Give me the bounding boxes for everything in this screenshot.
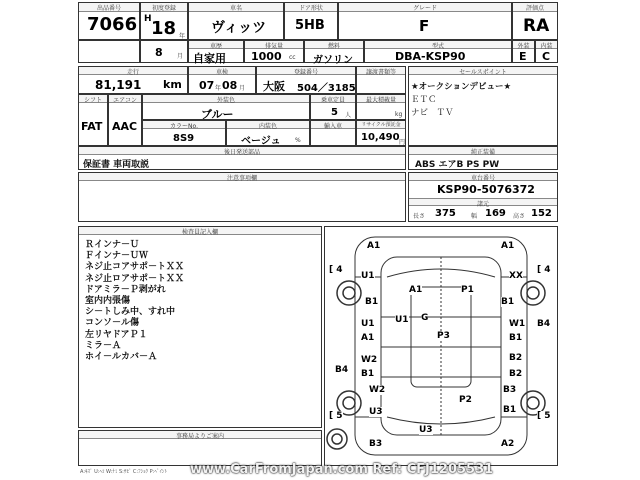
inspect-label: 車検 bbox=[189, 67, 255, 75]
reg-cell bbox=[140, 2, 188, 40]
plate-area: 大阪 bbox=[263, 80, 285, 93]
percent-unit: % bbox=[295, 137, 301, 144]
disp-cell bbox=[244, 40, 304, 63]
recycle-fee: 10,490 bbox=[361, 132, 400, 143]
inspector-cell bbox=[78, 226, 322, 428]
capacity: 5 bbox=[331, 107, 338, 118]
damage-mark: P2 bbox=[459, 395, 472, 405]
inspector-note: コンソ－ル傷 bbox=[85, 318, 140, 329]
disp-unit: cc bbox=[289, 54, 296, 61]
damage-mark: P3 bbox=[437, 331, 450, 341]
damage-mark: B1 bbox=[501, 297, 515, 307]
fuel-type: ガソリン bbox=[313, 55, 353, 66]
reg-month: 8 bbox=[155, 46, 163, 59]
height-label: 高さ bbox=[513, 213, 526, 220]
damage-mark: B4 bbox=[335, 365, 349, 375]
after-cell bbox=[78, 146, 406, 170]
damage-mark: B1 bbox=[503, 405, 517, 415]
transfer-label: 譲渡書類等 bbox=[357, 67, 405, 75]
inspector-note: ネジ止コアサポ－トＸＸ bbox=[85, 262, 185, 273]
lot-label: 出品番号 bbox=[79, 3, 139, 12]
grade: F bbox=[419, 17, 430, 35]
colorno-cell bbox=[142, 120, 226, 146]
color-cell bbox=[142, 94, 310, 120]
reg-year: 18 bbox=[151, 18, 177, 39]
shift-label: シフト bbox=[79, 95, 107, 103]
sales-item: ★オークションデビュー★ bbox=[411, 82, 512, 92]
month-cell bbox=[140, 40, 188, 63]
mileage-label: 走行 bbox=[79, 67, 187, 75]
damage-mark: A1 bbox=[361, 333, 375, 343]
damage-mark: U3 bbox=[369, 407, 383, 417]
body-color: ブルー bbox=[201, 108, 234, 121]
rating-cell bbox=[512, 2, 558, 40]
damage-mark: B2 bbox=[509, 369, 523, 379]
inspect-cell bbox=[188, 66, 256, 94]
inspect-month: 08 bbox=[222, 79, 238, 92]
reg-era: H bbox=[144, 14, 152, 24]
int-label: 内装 bbox=[536, 41, 557, 49]
damage-mark: B3 bbox=[369, 439, 383, 449]
damage-mark: A1 bbox=[501, 241, 515, 251]
office-label: 事務局よりご案内 bbox=[79, 431, 321, 439]
intcolor-cell bbox=[226, 120, 310, 146]
model-cell bbox=[364, 40, 512, 63]
sales-item: ナビ ＴＶ bbox=[411, 108, 454, 118]
ext-label: 外装 bbox=[513, 41, 534, 49]
car-cell bbox=[188, 2, 284, 40]
mileage: 81,191 bbox=[95, 78, 142, 92]
use-type: 自家用 bbox=[193, 52, 226, 65]
frame-number: KSP90-5076372 bbox=[437, 183, 535, 196]
dims-label: 諸元 bbox=[409, 198, 557, 206]
car-label: 車名 bbox=[189, 3, 283, 12]
displacement: 1000 bbox=[251, 50, 282, 63]
rating-label: 評価点 bbox=[513, 3, 557, 12]
sales-label: セールスポイント bbox=[409, 67, 557, 75]
damage-mark: B4 bbox=[537, 319, 551, 329]
air-conditioner: AAC bbox=[112, 120, 138, 133]
damage-mark: U1 bbox=[361, 319, 375, 329]
damage-marks bbox=[325, 227, 557, 465]
color-number: 8S9 bbox=[173, 133, 195, 144]
import-label: 輸入車 bbox=[311, 121, 355, 129]
rating: RA bbox=[523, 16, 550, 36]
after-parts: 保証書 車両取説 bbox=[83, 160, 150, 170]
notes-label: 注意事項欄 bbox=[79, 173, 405, 181]
frame-cell bbox=[408, 172, 558, 222]
width-label: 幅 bbox=[471, 213, 478, 220]
inspect-month-unit: 月 bbox=[239, 85, 246, 92]
import-cell bbox=[310, 120, 356, 146]
damage-mark: A1 bbox=[367, 241, 381, 251]
lot-lower-cell bbox=[78, 40, 140, 63]
ac-cell bbox=[108, 94, 142, 146]
damage-mark: G bbox=[421, 313, 429, 323]
capacity-unit: 人 bbox=[345, 112, 352, 119]
watermark: www.CarFromJapan.com Ref: CFJ1205531 bbox=[190, 462, 494, 477]
sales-cell bbox=[408, 66, 558, 146]
damage-mark: [ 4 bbox=[537, 265, 551, 275]
fuel-label: 燃料 bbox=[305, 41, 363, 49]
int-cell bbox=[535, 40, 558, 63]
inspector-note: ドアミラ－Ｐ剥がれ bbox=[85, 284, 166, 295]
car-name: ヴィッツ bbox=[211, 20, 267, 36]
damage-mark: B1 bbox=[361, 369, 375, 379]
inspector-note: 室内内張傷 bbox=[85, 296, 131, 306]
damage-mark: [ 5 bbox=[329, 411, 343, 421]
damage-mark: W2 bbox=[361, 355, 378, 365]
inspect-year: 07 bbox=[199, 79, 215, 92]
grade-cell bbox=[338, 2, 512, 40]
use-cell bbox=[188, 40, 244, 63]
damage-mark: XX bbox=[509, 271, 523, 281]
recycle-label: リサイクル預託金 bbox=[357, 121, 405, 129]
damage-mark: B1 bbox=[365, 297, 379, 307]
height: 152 bbox=[531, 208, 552, 219]
load-unit: kg bbox=[395, 111, 403, 118]
after-label: 後日発送部品 bbox=[79, 147, 405, 155]
sales-item: ＥＴＣ bbox=[411, 95, 437, 105]
damage-mark: [ 5 bbox=[537, 411, 551, 421]
damage-mark: A2 bbox=[501, 439, 515, 449]
width: 169 bbox=[485, 208, 506, 219]
equip-cell bbox=[408, 146, 558, 170]
inspector-note: 左リヤドアＰ１ bbox=[85, 329, 148, 340]
plate-number: 504／3185 bbox=[297, 83, 356, 94]
grade-label: グレード bbox=[339, 3, 511, 12]
model-code: DBA-KSP90 bbox=[395, 50, 466, 63]
notes-cell bbox=[78, 172, 406, 222]
damage-mark: A1 bbox=[409, 285, 423, 295]
inspector-note: シ－トしみ中、すれ中 bbox=[85, 307, 176, 318]
ext-grade: E bbox=[519, 50, 527, 63]
length-label: 長さ bbox=[413, 213, 426, 220]
inspector-note: ネジ止ロアサポ－トＸＸ bbox=[85, 273, 185, 284]
damage-diagram bbox=[324, 226, 558, 466]
transfer-cell bbox=[356, 66, 406, 94]
lot-number: 7066 bbox=[87, 14, 138, 35]
equip-label: 純正装備 bbox=[409, 147, 557, 155]
reg-year-unit: 年 bbox=[179, 33, 186, 40]
inspector-note: ホイ－ルカバ－Ａ bbox=[85, 352, 158, 362]
office-cell bbox=[78, 430, 322, 466]
door-type: 5HB bbox=[295, 18, 325, 33]
damage-mark: B2 bbox=[509, 353, 523, 363]
plate-label: 登録番号 bbox=[257, 67, 355, 75]
use-label: 車歴 bbox=[189, 41, 243, 49]
damage-mark: W1 bbox=[509, 319, 526, 329]
inspector-note: ミラ－Ａ bbox=[85, 340, 122, 351]
colorno-label: カラーNo. bbox=[143, 121, 225, 129]
damage-mark: P1 bbox=[461, 285, 474, 295]
frame-label: 車台番号 bbox=[409, 173, 557, 181]
plate-cell bbox=[256, 66, 356, 94]
recycle-cell bbox=[356, 120, 406, 146]
model-label: 型式 bbox=[365, 41, 511, 49]
equipment: ABS エアB PS PW bbox=[415, 160, 500, 170]
load-cell bbox=[356, 94, 406, 120]
door-cell bbox=[284, 2, 338, 40]
length: 375 bbox=[435, 208, 456, 219]
footer-legend: A:ｷｽﾞ U:ﾍｺ W:ﾅﾐ S:ｻﾋﾞ C:ﾌｼｮｸ P:ﾍﾟｲﾝﾄ bbox=[80, 469, 167, 475]
damage-mark: U1 bbox=[395, 315, 409, 325]
inspector-note: Ｒインナ－Ｕ bbox=[85, 240, 140, 250]
damage-mark: B3 bbox=[503, 385, 517, 395]
lot-cell bbox=[78, 2, 140, 40]
mileage-cell bbox=[78, 66, 188, 94]
color-label: 外装色 bbox=[143, 95, 309, 103]
door-label: ドア形状 bbox=[285, 3, 337, 12]
intcolor-label: 内装色 bbox=[227, 121, 309, 129]
reg-month-unit: 月 bbox=[177, 53, 184, 60]
damage-mark: U1 bbox=[361, 271, 375, 281]
disp-label: 排気量 bbox=[245, 41, 303, 49]
damage-mark: U3 bbox=[419, 425, 433, 435]
recycle-unit: 円 bbox=[399, 139, 406, 146]
interior-color: ベージュ bbox=[241, 136, 281, 147]
shift: FAT bbox=[81, 120, 103, 133]
inspect-year-unit: 年 bbox=[215, 85, 222, 92]
load-label: 最大積載量 bbox=[357, 95, 405, 103]
damage-mark: W2 bbox=[369, 385, 386, 395]
mileage-unit: km bbox=[163, 78, 182, 91]
damage-mark: B1 bbox=[509, 333, 523, 343]
ext-cell bbox=[512, 40, 535, 63]
int-grade: C bbox=[542, 50, 551, 63]
ac-label: エアコン bbox=[109, 95, 141, 103]
capacity-label: 乗車定員 bbox=[311, 95, 355, 103]
shift-cell bbox=[78, 94, 108, 146]
damage-mark: [ 4 bbox=[329, 265, 343, 275]
inspector-note: Ｆインナ－ＵＷ bbox=[85, 251, 149, 262]
capacity-cell bbox=[310, 94, 356, 120]
inspector-label: 検査員記入欄 bbox=[79, 227, 321, 235]
reg-label: 初度登録 bbox=[141, 3, 187, 12]
fuel-cell bbox=[304, 40, 364, 66]
